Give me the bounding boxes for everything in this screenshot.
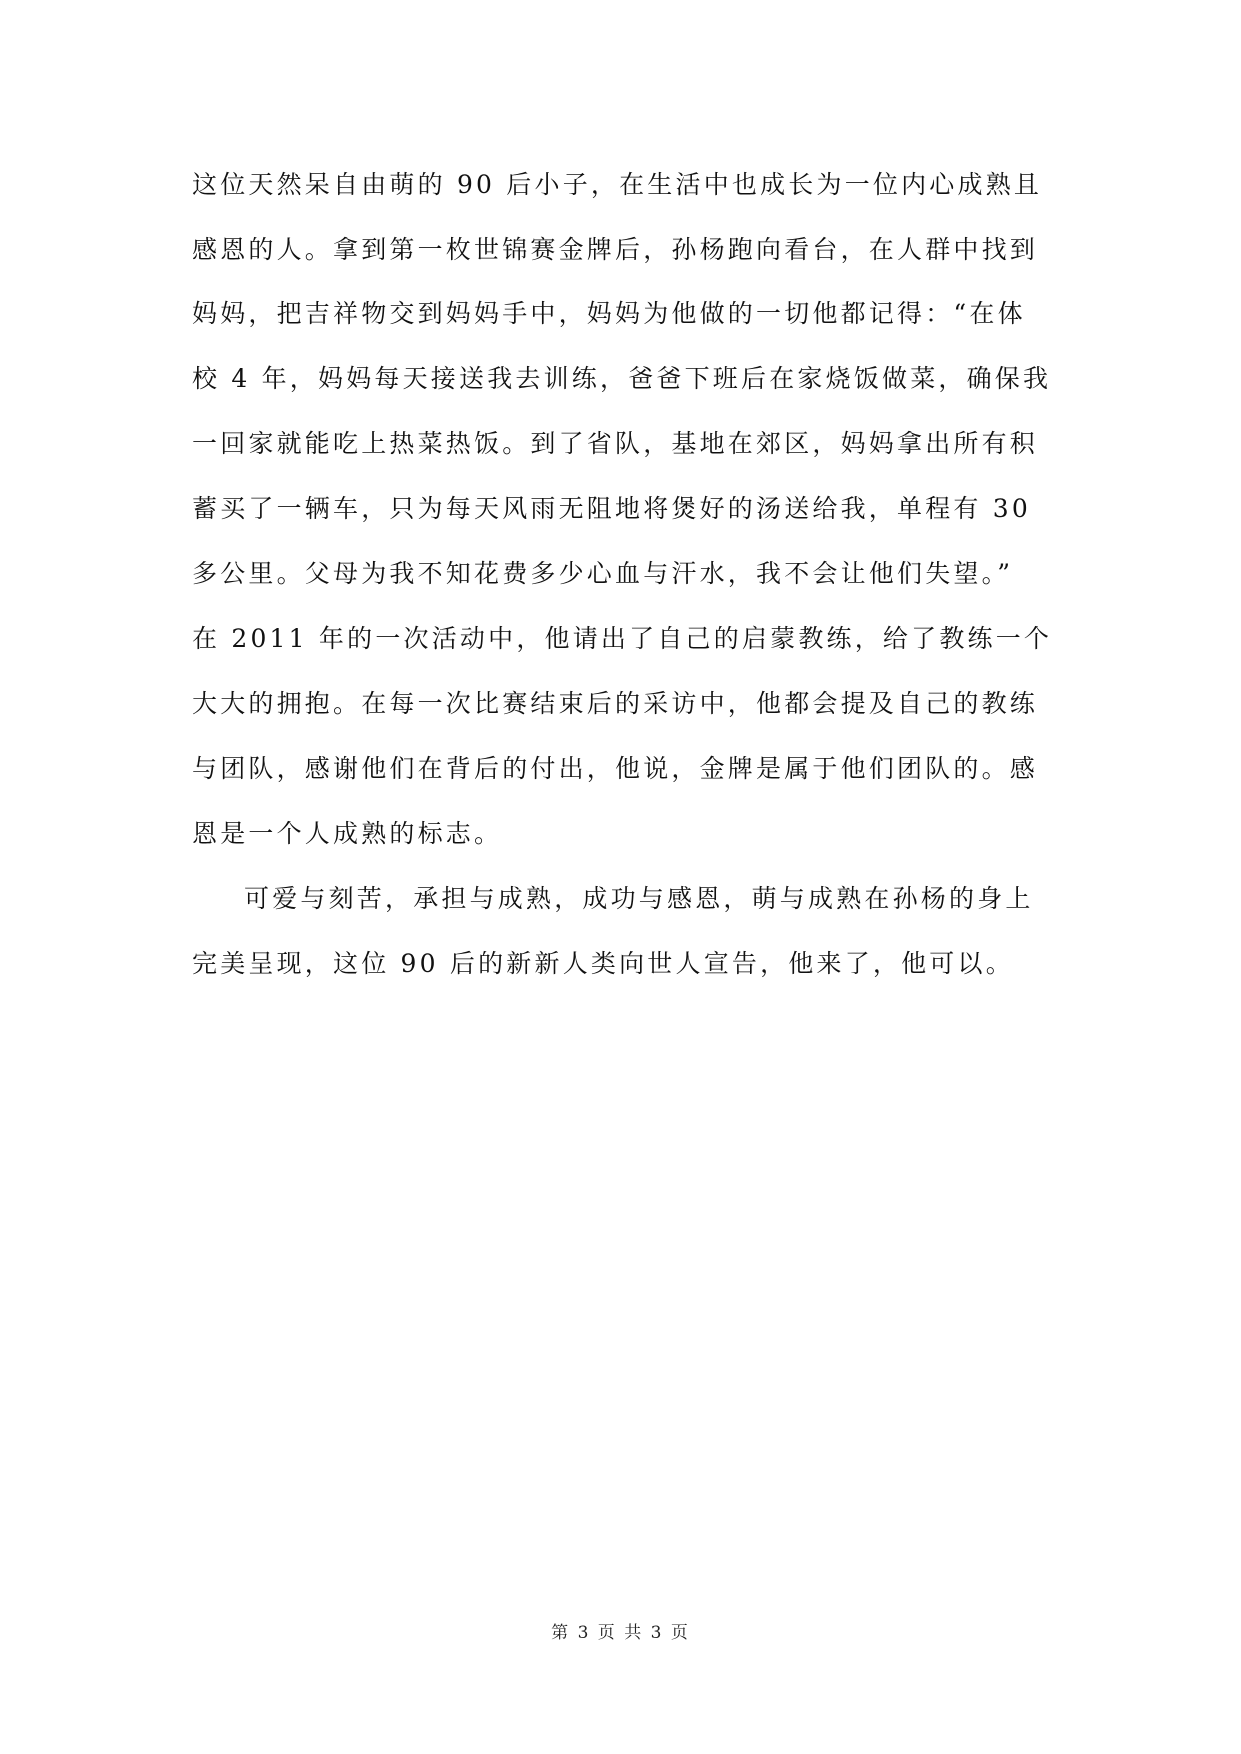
body-text-line: 在 2011 年的一次活动中，他请出了自己的启蒙教练，给了教练一个 — [192, 624, 1052, 653]
body-text-line: 蓄买了一辆车，只为每天风雨无阻地将煲好的汤送给我，单程有 30 — [192, 494, 1031, 523]
body-text-line: 完美呈现，这位 90 后的新新人类向世人宣告，他来了，他可以。 — [192, 949, 1014, 978]
body-text-line: 一回家就能吃上热菜热饭。到了省队，基地在郊区，妈妈拿出所有积 — [192, 429, 1039, 458]
page-footer: 第 3 页 共 3 页 — [551, 1623, 690, 1643]
body-text-line: 恩是一个人成熟的标志。 — [192, 819, 503, 848]
body-text-line: 大大的拥抱。在每一次比赛结束后的采访中，他都会提及自己的教练 — [192, 689, 1039, 718]
paragraph-first-line: 可爱与刻苦，承担与成熟，成功与感恩，萌与成熟在孙杨的身上 — [244, 884, 1034, 913]
body-text-line: 妈妈，把吉祥物交到妈妈手中，妈妈为他做的一切他都记得：“在体 — [192, 299, 1026, 328]
body-text-line: 这位天然呆自由萌的 90 后小子，在生活中也成长为一位内心成熟且 — [192, 170, 1043, 199]
body-text-line: 感恩的人。拿到第一枚世锦赛金牌后，孙杨跑向看台，在人群中找到 — [192, 235, 1039, 264]
body-text-line: 多公里。父母为我不知花费多少心血与汗水，我不会让他们失望。” — [192, 559, 1014, 588]
body-text-line: 校 4 年，妈妈每天接送我去训练，爸爸下班后在家烧饭做菜，确保我 — [192, 364, 1052, 393]
body-text-line: 与团队，感谢他们在背后的付出，他说，金牌是属于他们团队的。感 — [192, 754, 1039, 783]
